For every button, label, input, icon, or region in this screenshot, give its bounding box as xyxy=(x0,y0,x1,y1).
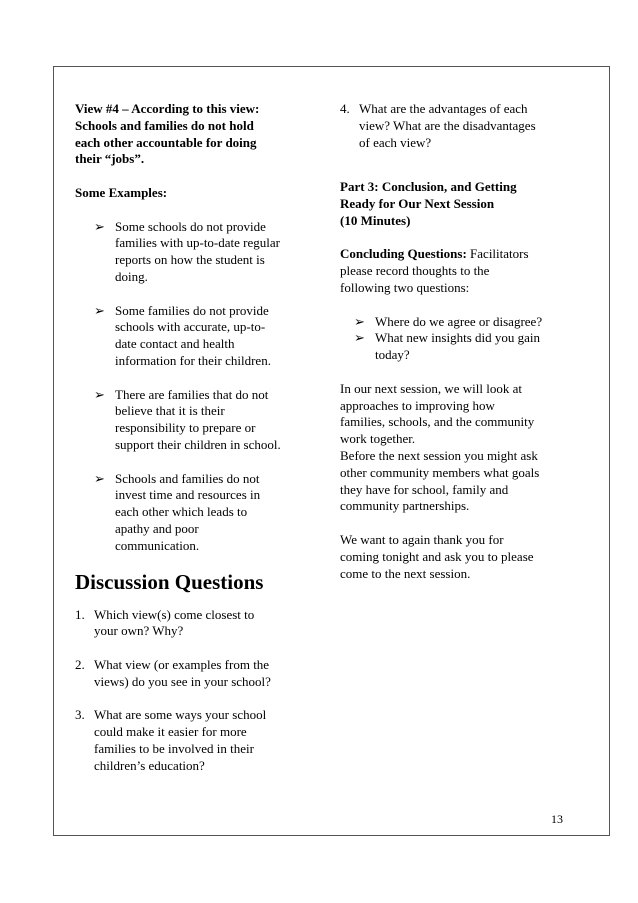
arrow-bullet-icon: ➢ xyxy=(94,386,105,402)
list-item: ➢ Some schools do not provide families with up-to-date regular reports on how the student is doing. xyxy=(94,218,280,284)
question-2: 2. What view (or examples from the views) do you see in your school? xyxy=(75,656,271,689)
examples-heading: Some Examples: xyxy=(75,184,168,200)
list-item: ➢ Schools and families do not invest time and resources in each other which leads to apathy and poor communication. xyxy=(94,470,261,553)
view-4-heading: View #4 – According to this view: Schools and families do not hold each other accountable for doing their “jobs”. xyxy=(75,101,260,167)
concluding-questions-text: Concluding Questions: Facilitators please record thoughts to the following two questions: xyxy=(340,246,529,295)
list-item: ➢ What new insights did you gain today? xyxy=(354,330,541,363)
right-column xyxy=(340,101,575,582)
left-column xyxy=(75,101,315,774)
thank-you-paragraph: We want to again thank you for coming tonight and ask you to please come to the next session. xyxy=(340,531,534,581)
page-number: 13 xyxy=(551,812,563,826)
concluding-questions-label: Concluding Questions: xyxy=(340,246,467,262)
arrow-bullet-icon: ➢ xyxy=(94,218,105,234)
next-session-paragraph: In our next session, we will look at approaches to improving how families, schools, and the community work together. Before the next session you might ask other community members what goals they have for school, family and community partnerships. xyxy=(340,380,540,514)
list-item: ➢ Where do we agree or disagree? xyxy=(354,313,543,329)
question-1: 1. Which view(s) come closest to your own? Why? xyxy=(75,606,255,639)
discussion-questions-title: Discussion Questions xyxy=(75,569,264,594)
concluding-questions-list xyxy=(340,314,575,364)
question-4: 4. What are the advantages of each view? What are the disadvantages of each view? xyxy=(340,101,536,150)
arrow-bullet-icon: ➢ xyxy=(354,330,365,346)
arrow-bullet-icon: ➢ xyxy=(94,470,105,486)
arrow-bullet-icon: ➢ xyxy=(354,313,365,329)
list-item: ➢ There are families that do not believe that it is their responsibility to prepare or support their children in school. xyxy=(94,386,281,452)
part-3-heading: Part 3: Conclusion, and Getting Ready for Our Next Session (10 Minutes) xyxy=(340,179,517,228)
arrow-bullet-icon: ➢ xyxy=(94,302,105,318)
list-item: ➢ Some families do not provide schools with accurate, up-to- date contact and health information for their children. xyxy=(94,302,271,368)
examples-list xyxy=(75,219,315,555)
question-3: 3. What are some ways your school could make it easier for more families to be involved in their children’s education? xyxy=(75,707,267,773)
